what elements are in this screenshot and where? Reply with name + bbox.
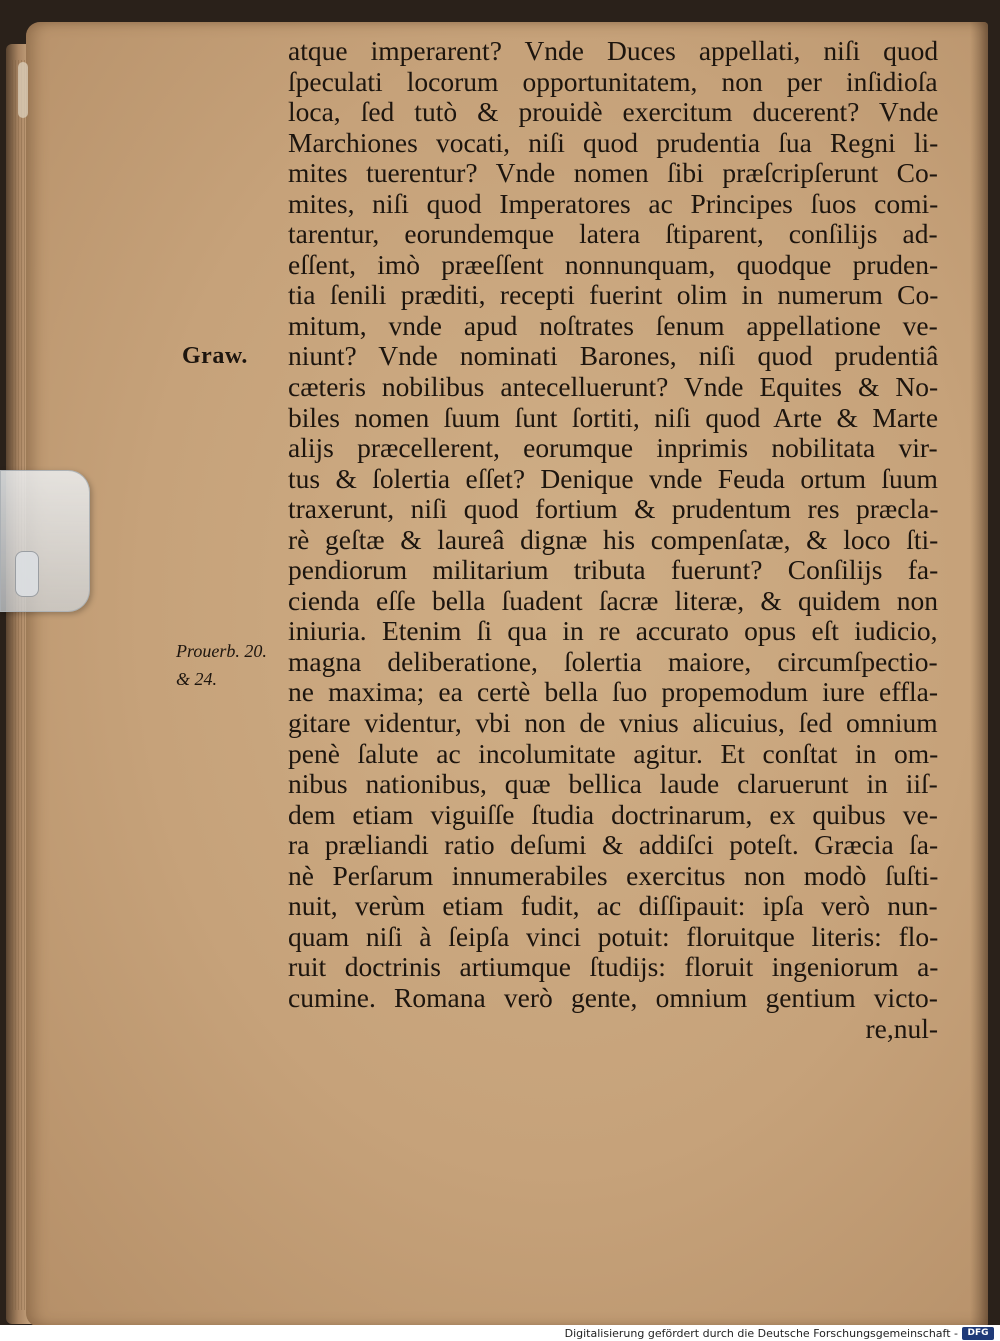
text-line: rè geſtæ & laureâ dignæ his compenſatæ, & loco ſti-: [288, 523, 939, 555]
text-line: pendiorum militarium tributa fuerunt? Conſilijs fa-: [288, 554, 939, 586]
text-line: gitare videntur, vbi non de vnius alicuius, ſed omnium: [288, 707, 938, 739]
text-line: traxerunt, niſi quod fortium & prudentum res præcla-: [288, 493, 939, 525]
dfg-logo: DFG: [962, 1327, 994, 1340]
text-line: ruit doctrinis artiumque ſtudijs: floruit ingeniorum a-: [288, 951, 939, 983]
text-line: nuit, verùm etiam fudit, ac diſſipauit: ipſa verò nun-: [288, 890, 938, 922]
text-line: cæteris nobilibus antecelluerunt? Vnde Equites & No-: [288, 371, 939, 403]
text-line: biles nomen ſuum ſunt ſortiti, niſi quod Arte & Marte: [288, 401, 939, 433]
footer-bar: [0, 1325, 1000, 1341]
text-line: quam niſi à ſeipſa vinci potuit: floruitque literis: flo-: [288, 920, 939, 952]
text-line: magna deliberatione, ſolertia maiore, circumſpectio-: [288, 645, 938, 677]
text-line: atque imperarent? Vnde Duces appellati, niſi quod: [288, 35, 939, 66]
text-line: eſſent, imò præeſſent nonnunquam, quodque pruden-: [288, 248, 939, 280]
marginal-note-graw: Graw.: [182, 343, 248, 369]
text-line: mites tuerentur? Vnde nomen ſibi præſcripſerunt Co-: [288, 157, 938, 189]
marginal-note-proverbs-line1: Prouerb. 20.: [176, 641, 267, 661]
text-line: mitum, vnde apud noſtrates ſenum appellatione ve-: [288, 309, 938, 341]
text-line: nè Perſarum innumerabiles exercitus non modò ſuſti-: [288, 859, 939, 891]
text-line: tus & ſolertia eſſet? Denique vnde Feuda ortum ſuum: [288, 462, 938, 494]
text-line: nibus nationibus, quæ bellica laude claruerunt in iiſ-: [288, 768, 938, 800]
catchword: re,nul-: [865, 1012, 938, 1044]
page-holder-clip: [0, 470, 90, 612]
text-line: tarentur, eorundemque latera ſtiparent, conſilijs ad-: [288, 218, 938, 250]
text-line: ra præliandi ratio deſumi & addiſci poteſt. Græcia ſa-: [288, 829, 939, 861]
text-line: alijs præcellerent, eorumque inprimis nobilitata vir-: [288, 432, 938, 464]
binding-thread: [18, 62, 28, 118]
clip-knob: [15, 551, 39, 597]
page-shadow: [970, 22, 988, 1327]
marginal-note-proverbs-line2: & 24.: [176, 669, 218, 689]
text-line: loca, ſed tutò & prouidè exercitum ducerent? Vnde: [288, 96, 939, 128]
text-line: dem etiam viguiſſe ſtudia doctrinarum, ex quibus ve-: [288, 798, 938, 830]
footer-credit: Digitalisierung gefördert durch die Deutsche Forschungsgemeinschaft -: [564, 1327, 958, 1340]
text-line: iniuria. Etenim ſi qua in re accurato opus eſt iudicio,: [288, 615, 938, 647]
text-line: penè ſalute ac incolumitate agitur. Et conſtat in om-: [288, 737, 939, 769]
body-text: [288, 36, 938, 1044]
text-line: ſpeculati locorum opportunitatem, non per inſidioſa: [288, 65, 938, 97]
text-line: mites, niſi quod Imperatores ac Principes ſuos comi-: [288, 187, 939, 219]
text-line: niunt? Vnde nominati Barones, niſi quod prudentiâ: [288, 340, 939, 372]
text-line: tia ſenili præditi, recepti fuerint olim in numerum Co-: [288, 279, 939, 311]
text-line: cienda eſſe bella ſuadent ſacræ literæ, & quidem non: [288, 584, 939, 616]
text-line: Marchiones vocati, niſi quod prudentia ſua Regni li-: [288, 126, 939, 158]
marginal-note-proverbs: [176, 637, 267, 693]
text-line: cumine. Romana verò gente, omnium gentium victo-: [288, 981, 938, 1013]
text-line: ne maxima; ea certè bella ſuo propemodum iure effla-: [288, 676, 939, 708]
